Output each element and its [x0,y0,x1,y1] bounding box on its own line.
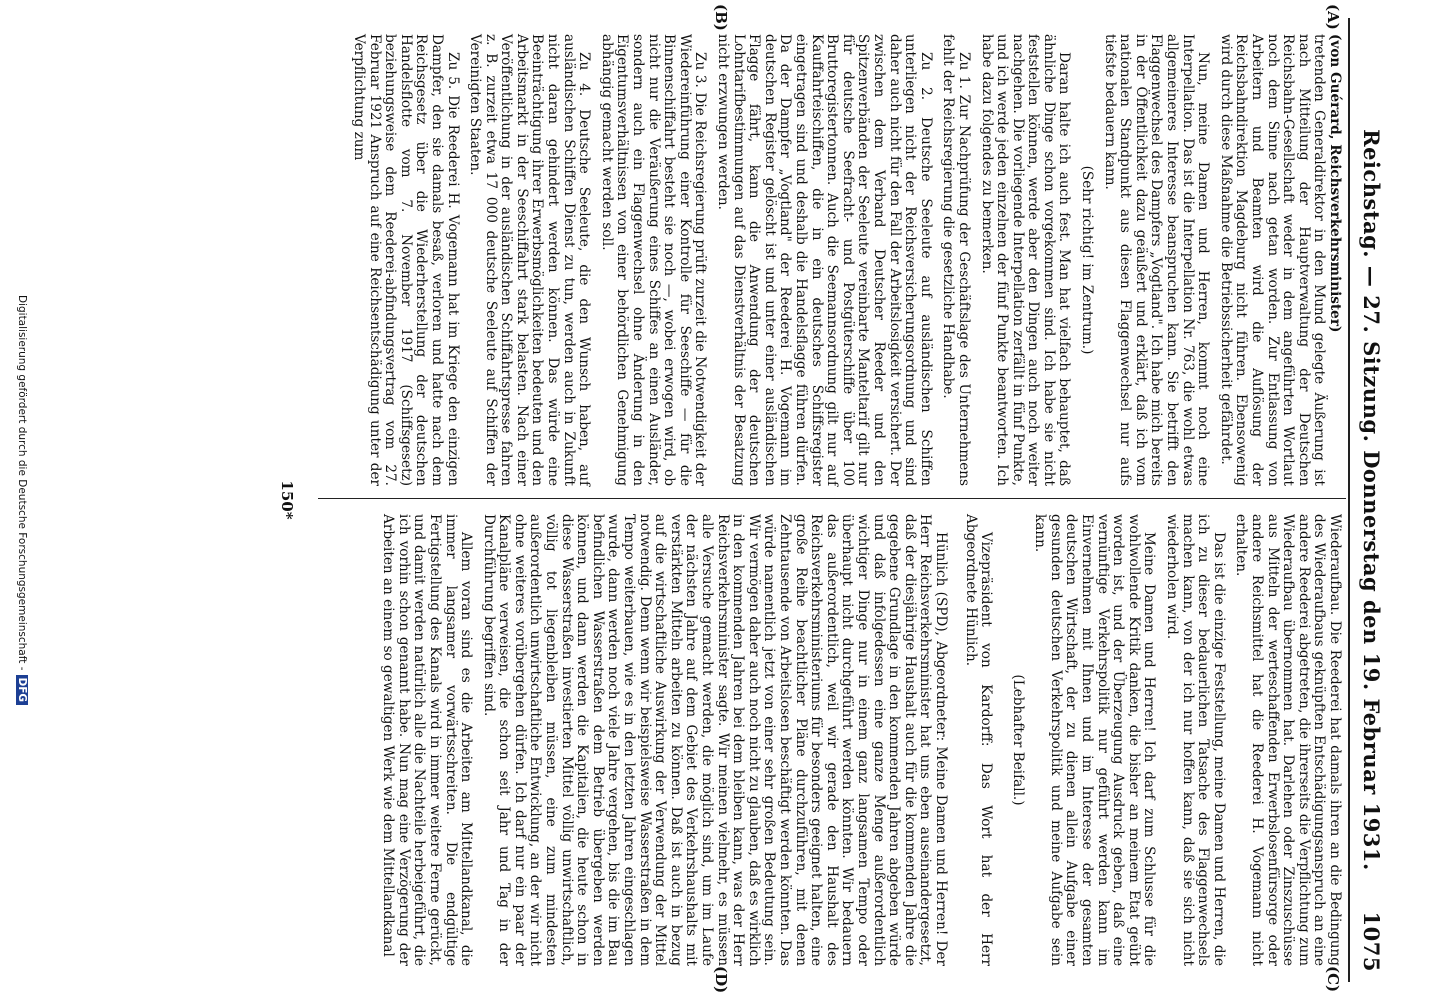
paragraph: Zu 2. Deutsche Seeleute auf ausländischen Schiffen unterliegen nicht der Reichsversicherungsordnung und sind daher auch nicht für den Fall der Arbeitslosigkeit versichert. Der zwischen dem Verband Deutscher Reeder und den Spitzenverbänden der Seeleute vereinbarte Manteltarif gilt nur für deutsche Seefracht- und Postgüterschiffe über 100 Bruttoregistertonnen. Auch die Seemannsordnung gilt nur auf Kauffahrteischiffen, die in ein deutsches Schiffsregister eingetragen sind und deshalb die Handelsflagge führen dürfen. Da der Dampfer „Vogtland" der Reederei H. Vogemann im deutschen Register gelöscht ist und unter einer ausländischen Flagge fährt, kann die Anwendung der deutschen Lohntarifbestimmungen auf das Dienstverhältnis der Besatzung nicht erzwungen werden. [715,34,934,486]
paragraph: Zu 5. Die Reederei H. Vogemann hat im Kriege den einzigen Dampfer, den sie damals besaß, verloren und hatte nach dem Reichsgesetz über die Wiederherstellung der deutschen Handelsflotte vom 7. November 1917 (Schiffsgesetz) beziehungsweise dem Reederei-abfindungsvertrag vom 27. Februar 1921 Anspruch auf eine Reichsentschädigung unter der Verpflichtung zum [350,34,461,486]
column-divider [318,498,1346,499]
speaker-line: (von Guérard, Reichsverkehrsminister) [1327,34,1343,333]
paragraph: Meine Damen und Herren! Ich darf zum Schlusse für die wohlwollende Kritik danken, die bisher an meinem Etat geübt worden ist, und der Überzeugung Ausdruck geben, daß eine vernünftige Verkehrspolitik nur geführt werden kann im Einvernehmen mit Ihnen und im Interesse der gesamten deutschen Wirtschaft, der zu dienen allein Aufgabe einer gesunden deutschen Verkehrspolitik und meine Aufgabe sein kann. [1032,514,1158,966]
margin-mark-b: (B) [712,4,730,31]
interjection: (Sehr richtig! im Zentrum.) [1079,165,1096,355]
digitization-credit [16,0,28,1000]
paragraph: Zu 1. Zur Nachprüfung der Geschäftslage des Unternehmens fehlt der Reichsregierung die gesetzliche Handhabe. [940,34,972,486]
paragraph: Nun, meine Damen und Herren, kommt noch eine Interpellation. Das ist die Interpellation Nr. 763, die wohl etwas allgemeineres Interesse beanspruchen kann. Sie betrifft den Flaggenwechsel des Dampfers „Vogtland". Ich habe mich bereits in der Öffentlichkeit dazu geäußert und erklärt, daß ich vom nationalen Standpunkt aus diesen Flaggenwechsel nur aufs tiefste bedauern kann. [1101,34,1212,486]
paragraph: Wiederaufbau. Die Reederei hat damals ihren an die Bedingung des Wiederaufbaus geknüpften Entschädigungsanspruch an eine andere Reederei abgetreten, die ihrerseits die Verpflichtung zum Wiederaufbau übernommen hat. Darlehen oder Zinszuschüsse aus Mitteln der werteschaffenden Erwerbslosenfürsorge oder andere Reichsmittel hat die Reederei H. Vogemann nicht erhalten. [1233,514,1343,966]
applause: (Lebhafter Beifall.) [1009,674,1026,806]
header-rule [1348,18,1350,982]
page-signature: 150* [278,480,296,520]
right-column [380,514,1342,966]
margin-mark-c: (C) [1324,966,1342,993]
paragraph: tretenden Generaldirektor in den Mund gelegte Äußerung ist nach Mitteilung der Hauptverwaltung der Deutschen Reichsbahn-Gesellschaft weder in dem angeführten Wortlaut noch dem Sinne nach getan worden. Zur Entlassung von Arbeitern und Beamten wird die Auflösung der Reichsbahndirektion Magdeburg nicht führen. Ebensowenig wird durch diese Maßnahme die Betriebssicherheit gefährdet. [1217,34,1328,486]
paragraph: Daran halte ich auch fest. Man hat vielfach behauptet, daß ähnliche Dinge schon vorgekommen sind. Ich habe sie nicht feststellen können, werde aber den Dingen auch noch weiter nachgehen. Die vorliegende Interpellation zerfällt in fünf Punkte, und ich werde jeden einzelnen der fünf Punkte beantworten. Ich habe dazu folgendes zu bemerken. [978,34,1073,486]
margin-mark-a: (A) [1324,4,1342,30]
paragraph: Hünlich (SPD), Abgeordneter: Meine Damen und Herren! Der Herr Reichsverkehrsminister hat uns eben auseinandergesetzt, daß der diesjährige Haushalt auch für die kommenden Jahre die gegebene Grundlage in den kommenden Jahren abgeben würde und daß infolgedessen eine ganze Menge außerordentlich wichtiger Dinge nur in einem ganz langsamen Tempo oder überhaupt nicht durchgeführt werden könnten. Wir bedauern das außerordentlich, weil wir gerade den Haushalt des Reichsverkehrsministeriums für besonders geeignet halten, eine große Reihe beachtlicher Pläne durchzuführen, mit denen Zehntausende von Arbeitslosen beschäftigt werden könnten. Das würde namentlich jetzt von einer sehr großen Bedeutung sein. Wir vermögen daher auch noch nicht zu glauben, daß es wirklich in den kommenden Jahren bei dem bleiben kann, was der Herr Reichsverkehrsminister sagte. Wir meinen vielmehr, es müssen alle Versuche gemacht werden, die möglich sind, um im Laufe der nächsten Jahre auf dem Gebiet des Verkehrshaushalts mit verstärkten Mitteln arbeiten zu können. Daß ist auch in bezug auf die wirtschaftliche Auswirkung der Verwendung der Mittel notwendig. Denn wenn wir beispielsweise Wasserstraßen in dem Tempo weiterbauen, wie es in den letzten Jahren eingeschlagen wurde, dann werden noch viele Jahre vergehen, bis die im Bau befindlichen Wasserstraßen dem Betrieb übergeben werden können, und dann werden die Kapitalien, die heute schon in diese Wasserstraßen investierten Mittel völlig unwirtschaftlich, völlig tot liegenbleiben müssen, eine zum mindesten außerordentlich unwirtschaftliche Entwicklung, an der wir nicht ohne weiteres vorübergehen dürfen. Ich darf nur ein paar der Kanalpläne verweisen, die schon seit Jahr und Tag in der Durchführung begriffen sind. [480,514,949,966]
margin-mark-d: (D) [712,966,730,994]
page-header [1354,28,1384,972]
left-column [350,34,1342,486]
page-title: Reichstag. — 27. Sitzung. Donnerstag den 19. Februar 1931. [1359,129,1384,871]
paragraph: Das ist die einzige Feststellung, meine Damen und Herren, die ich zu dieser bedauerlichen Tatsache des Flaggenwechsels machen kann, von der ich nur hoffen kann, daß sie sich nicht wiederholen wird. [1164,514,1227,966]
speaker-announcement: Vizepräsident von Kardorff: Das Wort hat der Herr Abgeordnete Hünlich. [962,514,995,966]
paragraph: Zu 4. Deutsche Seeleute, die den Wunsch haben, auf ausländischen Schiffen Dienst zu tun, werden auch in Zukunft nicht daran gehindert werden können. Das würde eine Beeinträchtigung ihrer Erwerbsmöglichkeiten bedeuten und den Arbeitsmarkt in der Seeschiffahrt stark belasten. Nach einer Veröffentlichung in der ausländischen Schiffahrtspresse fahren z. B. zurzeit etwa 17 000 deutsche Seeleute auf Schiffen der Vereinigten Staaten. [467,34,593,486]
credit-text: Digitalisierung gefördert durch die Deutsche Forschungsgemeinschaft - [16,294,28,671]
dfg-logo: DFG [16,675,28,706]
paragraph: Zu 3. Die Reichsregierung prüft zurzeit die Notwendigkeit der Wiedereinführung einer Kontrolle für Seeschiffe — für die Binnenschiffahrt besteht sie noch —, wobei erwogen wird, ob nicht nur die Veräußerung eines Schiffes an einen Ausländer, sondern auch ein Flaggenwechsel ohne Änderung in den Eigentumsverhältnissen von einer behördlichen Genehmigung abhängig gemacht werden soll. [598,34,709,486]
page-number: 1075 [1359,911,1384,972]
paragraph: Allem voran sind es die Arbeiten am Mittellandkanal, die immer langsamer vorwärtsschreiten. Die endgültige Fertigstellung des Kanals wird in immer weitere Ferne gerückt, und damit werden natürlich alle die Nachteile herbeigeführt, die ich vorhin schon genannt habe. Nun mag eine Verzögerung der Arbeiten an einem so gewaltigen Werk wie dem Mittellandkanal [380,514,475,966]
